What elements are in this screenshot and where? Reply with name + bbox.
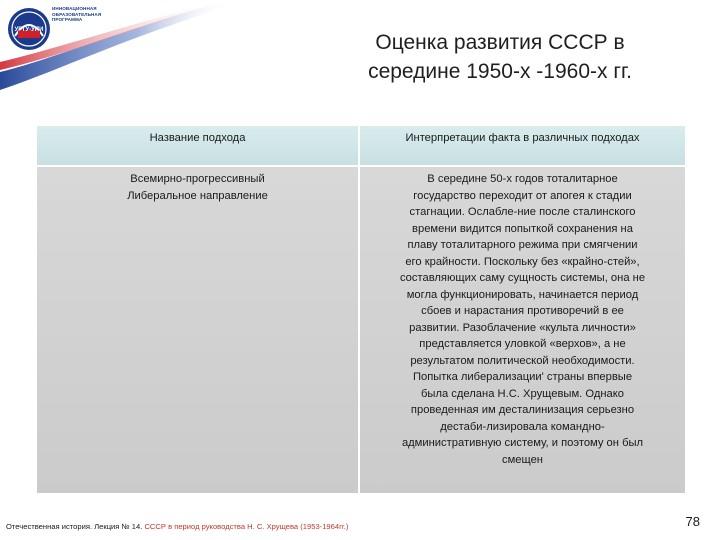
interpretation-line: дестаби-лизировала командно-	[440, 420, 605, 433]
logo-line: ИННОВАЦИОННАЯ	[52, 6, 97, 11]
interpretation-line: результатом политической необходимости.	[410, 354, 635, 367]
footer-lecture-topic: СССР в период руководства Н. С. Хрущева (1953-1964гг.)	[144, 522, 349, 531]
header-approach	[37, 126, 360, 167]
title-line-2: середине 1950-х -1960-х гг.	[368, 60, 632, 83]
logo	[0, 0, 230, 95]
page-title	[330, 28, 670, 86]
interpretation-line: сбоев и нарастания противоречий в ее	[421, 305, 624, 317]
interpretation-line: смещен	[502, 453, 543, 466]
title-line-1: Оценка развития СССР в	[375, 31, 625, 54]
table-row	[37, 167, 685, 493]
approach-line: Всемирно-прогрессивный	[130, 173, 265, 185]
header-interpretation	[360, 126, 685, 167]
interpretation-line: В середине 50-х годов тоталитарное	[427, 173, 618, 185]
logo-text	[52, 6, 132, 23]
interpretation-line: его крайности. Поскольку без «крайно-стей»,	[405, 255, 640, 268]
approach-line: Либеральное направление	[127, 189, 268, 202]
interpretation-line: плаву тоталитарного режима при смягчении	[407, 239, 638, 251]
interpretation-line: государство переходит от апогея к стадии	[413, 189, 632, 202]
logo-badge: УГТУ-УПИ	[14, 27, 44, 33]
header-interpretation-text: Интерпретации факта в различных подходах	[405, 132, 640, 144]
interpretation-line: развитии. Разоблачение «культа личности»	[409, 321, 636, 334]
interpretation-line: Попытка либерализации' страны впервые	[412, 371, 633, 383]
table-header-row	[37, 126, 685, 167]
interpretation-line: административную систему, и поэтому он был	[401, 437, 644, 449]
page-number: 78	[685, 514, 700, 529]
footer-prefix: Отечественная история. Лекция № 14.	[6, 522, 145, 531]
interpretation-line: могла функционировать, начинается период	[406, 288, 639, 301]
interpretation-line: стагнации. Ослабле-ние после сталинского	[409, 206, 636, 218]
interpretation-line: была сделана Н.С. Хрущевым. Однако	[421, 387, 624, 400]
footer-caption	[6, 522, 348, 531]
logo-line: ОБРАЗОВАТЕЛЬНАЯ	[52, 11, 102, 17]
interpretation-line: составляющих саму сущность системы, она не	[399, 272, 646, 284]
cell-approach	[37, 167, 360, 493]
interpretation-line: представляется уловкой «верхов», а не	[419, 338, 626, 350]
cell-interpretation	[360, 167, 685, 493]
logo-line: ПРОГРАММА	[52, 17, 83, 23]
header-approach-text: Название подхода	[149, 132, 246, 144]
interpretation-line: времени видится попыткой сохранения на	[412, 222, 633, 235]
approaches-table	[37, 126, 685, 493]
interpretation-line: проведенная им десталинизация серьезно	[410, 404, 635, 416]
